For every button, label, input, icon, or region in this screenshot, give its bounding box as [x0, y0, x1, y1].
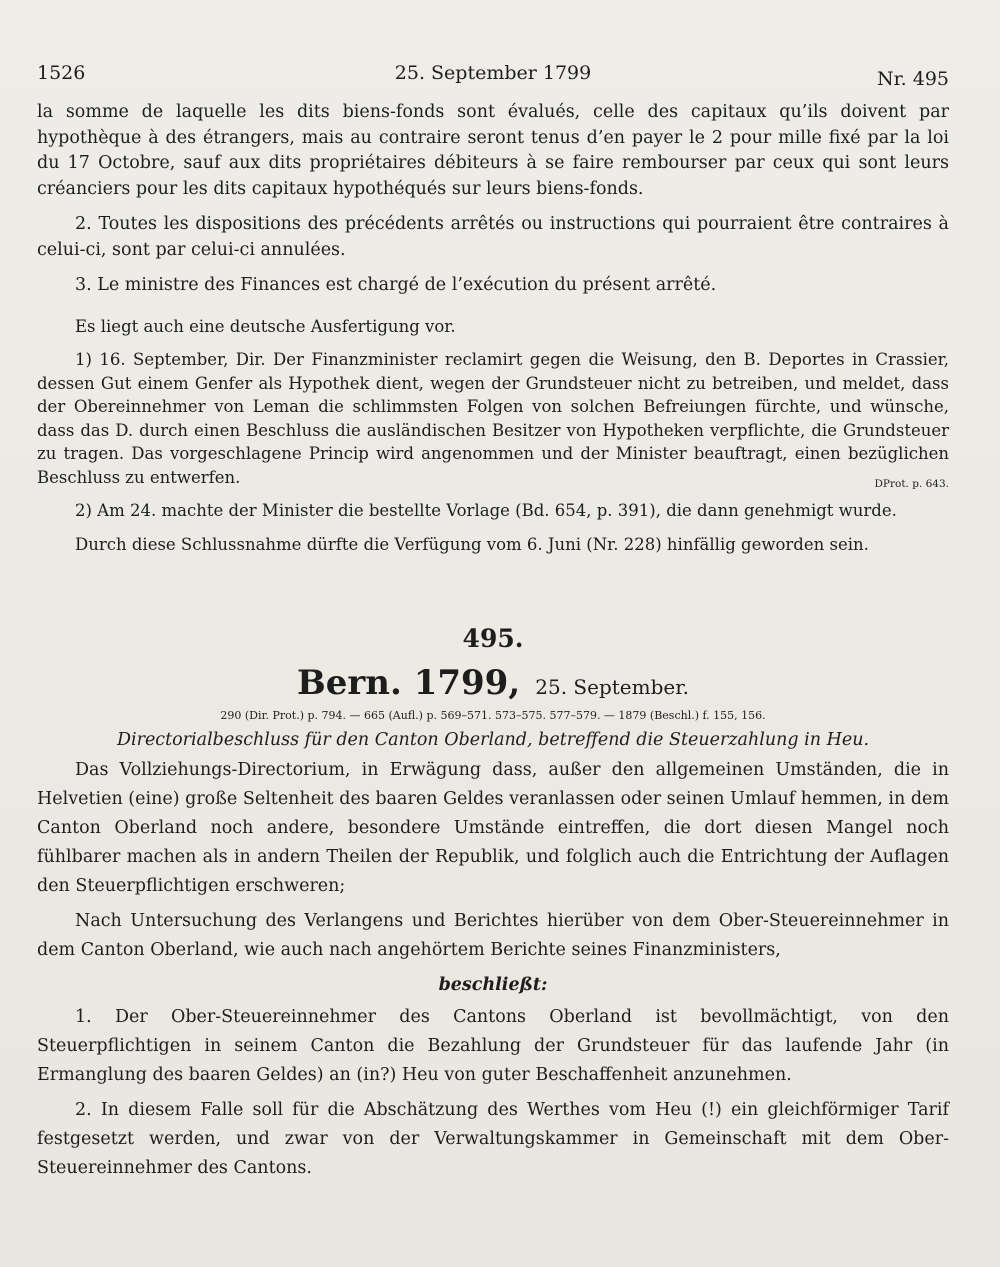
article-3-fr: 3. Le ministre des Finances est chargé de l’exécution du présent arrêté. [75, 275, 717, 295]
document-place-date [37, 663, 949, 703]
german-version-note: Es liegt auch eine deutsche Ausfertigung vor. [75, 316, 456, 336]
preamble-paragraph-1: Das Vollziehungs-Directorium, in Erwägung dass, außer den allgemeinen Umständen, die in Helvetien (eine) große Seltenheit des baaren Geldes veranlassen oder seinen Umlauf hemmen, in dem Canton Oberland noch andere, besondere Umstände eintreffen, die dort diesen Mangel noch fühlbarer machen als in andern Theilen der Republik, und folglich auch die Entrichtung der Auflagen den Steuerpflichtigen erschweren; [37, 760, 949, 896]
editorial-note: Durch diese Schlussnahme dürfte die Verfügung vom 6. Juni (Nr. 228) hinfällig geworden sein. [75, 534, 869, 554]
page-header [37, 62, 949, 92]
footnote-1-source: DProt. p. 643. [874, 478, 949, 490]
footnote-1: 1) 16. September, Dir. Der Finanzminister reclamirt gegen die Weisung, den B. Deportes in Crassier, dessen Gut einem Genfer als Hypothek dient, wegen der Grundsteuer nicht zu betreiben, und meldet, dass der Obereinnehmer von Leman die schlimmsten Folgen von solchen Befreiungen fürchte, und wünsche, dass das D. durch einen Beschluss die ausländischen Besitzer von Hypotheken verpflichte, die Grundsteuer zu tragen. Das vorgeschlagene Princip wird angenommen und der Minister beauftragt, einen bezüglichen Beschluss zu entwerfen. [37, 350, 949, 487]
continuation-paragraph: la somme de laquelle les dits biens-fonds sont évalués, celle des capitaux qu’ils doivent par hypothèque à des étrangers, mais au contraire seront tenus d’en payer le 2 pour mille fixé par la loi du 17 Octobre, sauf aux dits propriétaires débiteurs à se faire rembourser par ceux qui sont leurs créanciers pour les dits capitaux hypothéqués sur leurs biens-fonds. [37, 102, 949, 199]
document-place: Bern. 1799, [297, 663, 521, 703]
document-date: 25. September. [535, 675, 689, 699]
page-number: 1526 [37, 62, 86, 84]
preamble-paragraph-2: Nach Untersuchung des Verlangens und Berichtes hierüber von dem Ober-Steuereinnehmer in dem Canton Oberland, wie auch nach angehörtem Berichte seines Finanzministers, [37, 911, 949, 960]
decree-article-1: 1. Der Ober-Steuereinnehmer des Cantons Oberland ist bevollmächtigt, von den Steuerpflichtigen in seinem Canton die Bezahlung der Grundsteuer für das laufende Jahr (in Ermanglung des baaren Geldes) an (in?) Heu von guter Beschaffenheit anzunehmen. [37, 1007, 949, 1085]
header-date: 25. September 1799 [394, 62, 592, 84]
footnote-2: 2) Am 24. machte der Minister die bestellte Vorlage (Bd. 654, p. 391), die dann genehmigt wurde. [75, 501, 897, 520]
page-body [37, 100, 949, 1183]
decree-article-2: 2. In diesem Falle soll für die Abschätzung des Werthes vom Heu (!) ein gleichförmiger Tarif festgesetzt werden, und zwar von der Verwaltungskammer in Gemeinschaft mit dem Ober-Steuereinnehmer des Cantons. [37, 1100, 949, 1178]
decree-heading: beschließt: [438, 975, 548, 995]
document-title: Directorialbeschluss für den Canton Oberland, betreffend die Steuerzahlung in Heu. [116, 730, 870, 750]
document-number: 495. [462, 624, 524, 653]
header-doc-number: Nr. 495 [877, 68, 949, 90]
article-2-fr: 2. Toutes les dispositions des précédents arrêtés ou instructions qui pourraient être contraires à celui-ci, sont par celui-ci annulées. [37, 214, 949, 260]
archive-references: 290 (Dir. Prot.) p. 794. — 665 (Aufl.) p. 569–571. 573–575. 577–579. — 1879 (Beschl.) f. 155, 156. [220, 709, 766, 722]
